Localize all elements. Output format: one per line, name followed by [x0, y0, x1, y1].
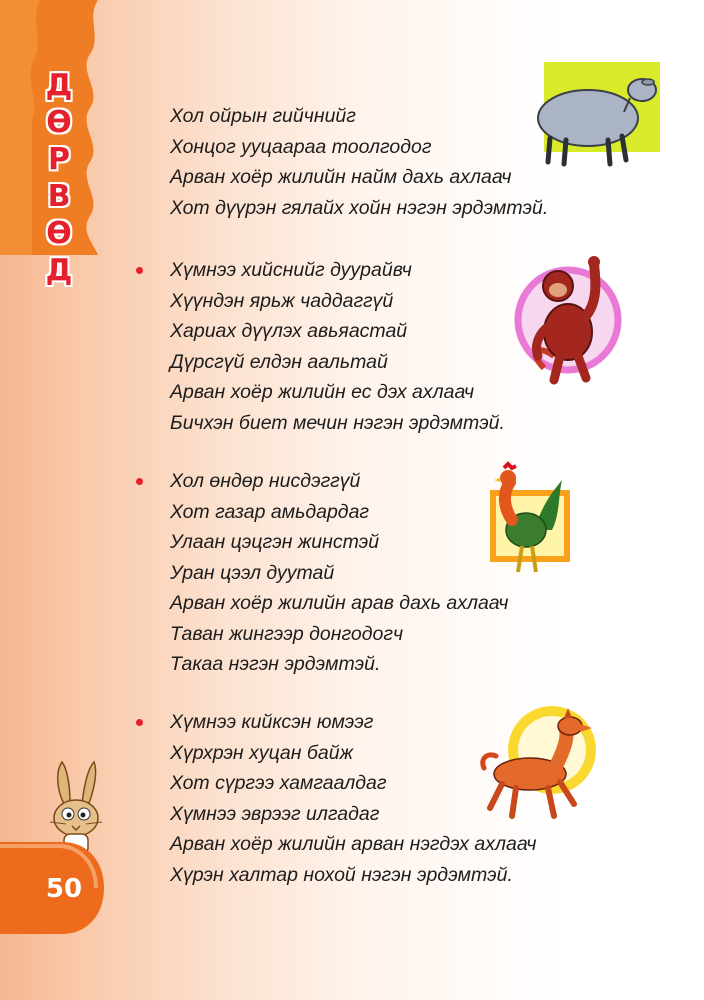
side-tab-letter: Ө [46, 105, 72, 140]
poem-line-text: Хүмнээ хийснийг дуурайвч [170, 259, 412, 281]
side-tab-letter: В [47, 179, 71, 214]
stanza-3 [170, 466, 508, 680]
side-tab-letter: Д [45, 68, 73, 103]
bullet-icon [136, 267, 143, 274]
poem-line: Хариах дүүлэх авьяастай [170, 320, 408, 342]
poem-line: Хол ойрын гийчнийг [170, 105, 356, 127]
poem-line [170, 466, 508, 497]
poem-line: Арван хоёр жилийн арав дахь ахлаач [170, 592, 509, 614]
poem-line: Хот дүүрэн гялайх хойн нэгэн эрдэмтэй. [170, 196, 549, 219]
side-tab-title [34, 68, 84, 289]
poem-line: Таван жингээр донгодогч [170, 622, 404, 645]
poem-line-text: Хүмнээ кийксэн юмээг [170, 711, 374, 733]
side-tab-letter: Ө [46, 216, 72, 251]
poem-line: Бичхэн биет мечин нэгэн эрдэмтэй. [170, 411, 505, 434]
stanza-1 [170, 101, 548, 223]
side-tab-letter: Д [45, 253, 73, 288]
poem-line: Дүрсгүй елдэн аальтай [170, 350, 388, 373]
sheep-illustration [520, 60, 670, 170]
poem-line: Улаан цэцгэн жинстэй [170, 531, 380, 553]
side-tab-letter: Р [48, 142, 70, 177]
dog-illustration [472, 700, 612, 830]
poem-line: Арван хоёр жилийн ес дэх ахлаач [170, 381, 475, 403]
poem-line: Хүрэн халтар нохой нэгэн эрдэмтэй. [170, 863, 513, 886]
poem-line: Хот газар амьдардаг [170, 500, 370, 523]
bullet-icon [136, 719, 143, 726]
poem-line: Уран цээл дуутай [170, 561, 335, 584]
poem-line: Хүүндэн ярьж чаддаггүй [170, 289, 394, 312]
poem-line: Арван хоёр жилийн найм дахь ахлаач [170, 166, 512, 188]
poem-line [170, 255, 505, 286]
bullet-icon [136, 478, 143, 485]
page-number: 50 [45, 874, 83, 904]
poem-line: Хүмнээ эврээг илгадаг [170, 802, 380, 825]
poem-line: Такаа нэгэн эрдэмтэй. [170, 653, 381, 675]
stanza-2 [170, 255, 505, 438]
rooster-illustration [482, 460, 582, 580]
poem-line-text: Хол өндөр нисдэггүй [170, 470, 361, 492]
poem-line: Хүрхрэн хуцан байж [170, 741, 354, 764]
monkey-illustration [508, 252, 628, 392]
poem-line: Хот сүргээ хамгаалдаг [170, 772, 387, 794]
poem-line: Хонцог ууцаараа тоолгодог [170, 135, 432, 158]
poem-line: Арван хоёр жилийн арван нэгдэх ахлаач [170, 833, 537, 855]
